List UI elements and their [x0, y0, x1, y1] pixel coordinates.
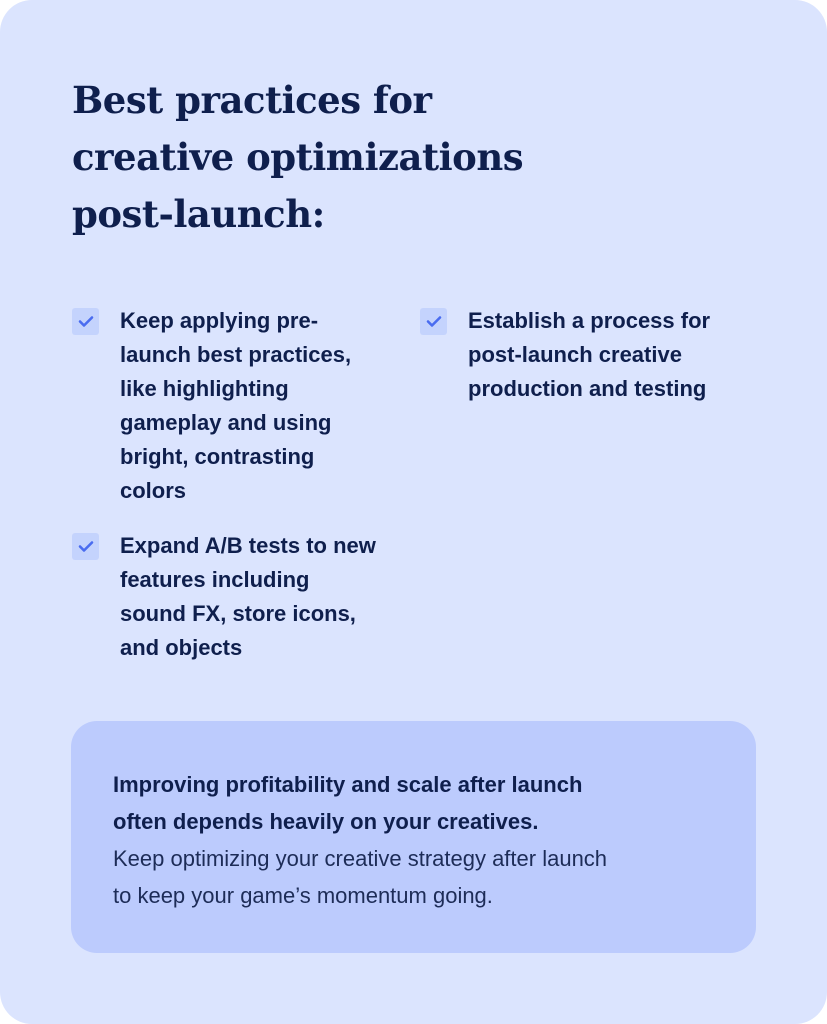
checklist-item — [72, 529, 376, 665]
check-icon — [72, 533, 99, 560]
checklist-item — [72, 304, 351, 508]
check-icon — [72, 308, 99, 335]
checklist-item-text: Establish a process for post-launch creative production and testing — [468, 308, 711, 401]
checklist-item-text: Keep applying pre- launch best practices, like highlighting gameplay and using bright, contrasting colors — [120, 308, 352, 503]
page-title: Best practices for creative optimizations post-launch: — [72, 78, 524, 236]
callout-bold-text: Improving profitability and scale after launch often depends heavily on your creatives. — [113, 772, 583, 834]
checklist-item-text: Expand A/B tests to new features including sound FX, store icons, and objects — [120, 533, 376, 660]
check-icon — [420, 308, 447, 335]
callout-regular-text: Keep optimizing your creative strategy after launch to keep your game’s momentum going. — [113, 846, 608, 908]
callout-box — [71, 721, 756, 953]
checklist-item — [420, 304, 710, 406]
